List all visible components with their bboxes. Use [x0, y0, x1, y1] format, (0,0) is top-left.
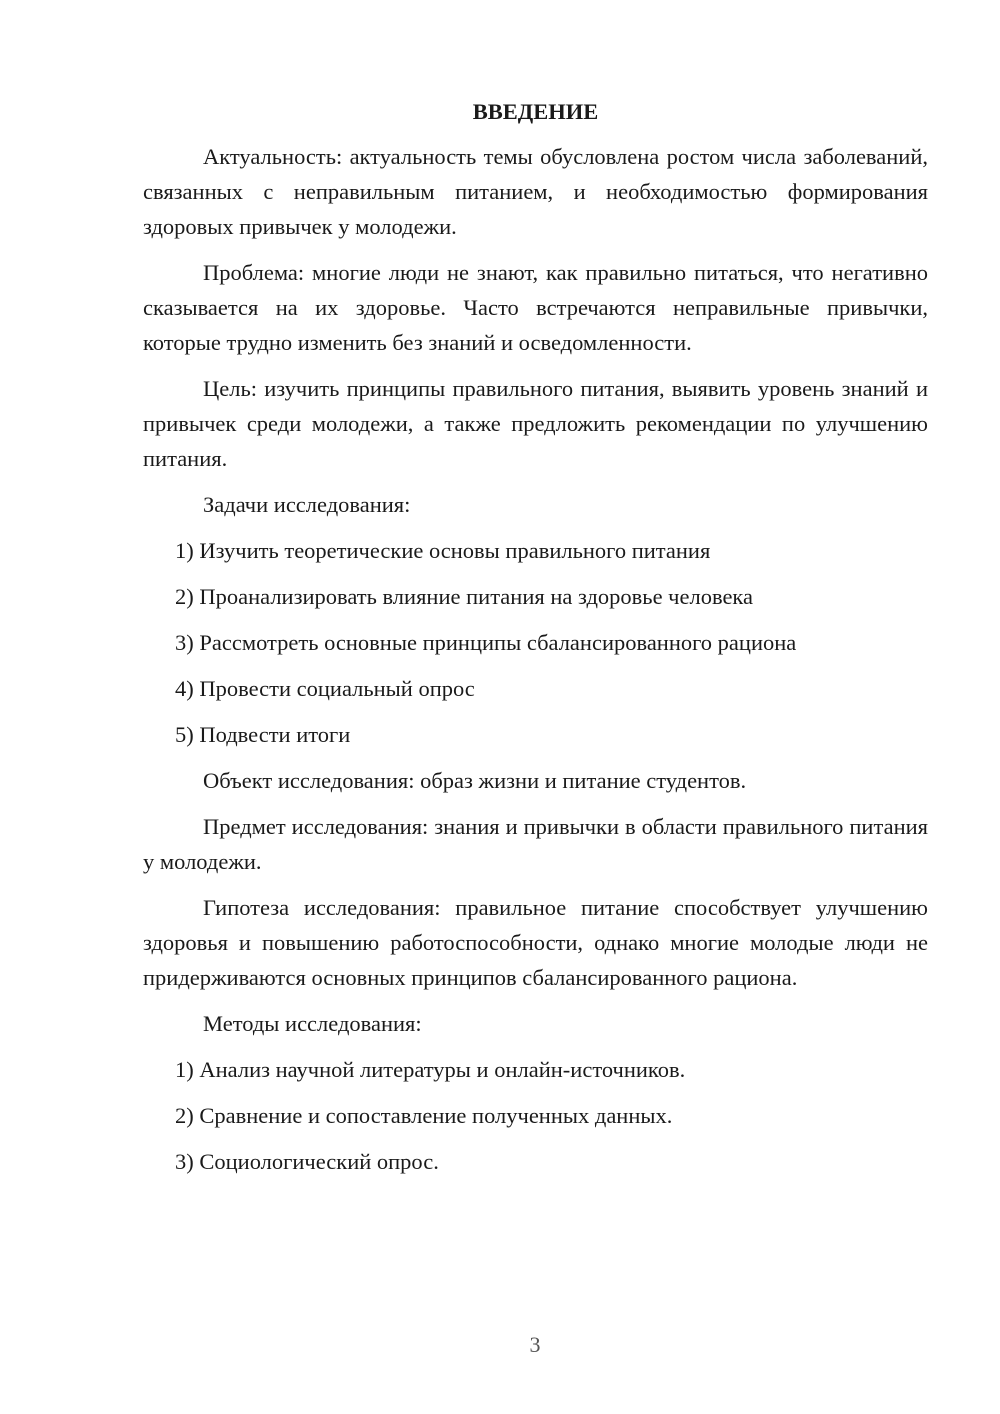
- method-item: 1) Анализ научной литературы и онлайн-источников.: [175, 1057, 686, 1082]
- section-title: ВВЕДЕНИЕ: [472, 99, 599, 124]
- task-item: 3) Рассмотреть основные принципы сбалансированного рациона: [175, 630, 797, 655]
- page-content: [143, 94, 928, 1190]
- object-paragraph: Объект исследования: образ жизни и питание студентов.: [203, 768, 747, 793]
- task-item: 5) Подвести итоги: [175, 722, 351, 747]
- relevance-paragraph: Актуальность: актуальность темы обусловлена ростом числа заболеваний, связанных с неправильным питанием, и необходимостью формирования здоровых привычек у молодежи.: [143, 144, 928, 239]
- problem-paragraph: Проблема: многие люди не знают, как правильно питаться, что негативно сказывается на их здоровье. Часто встречаются неправильные привычки, которые трудно изменить без знаний и осведомленности.: [143, 260, 928, 355]
- task-item: 4) Провести социальный опрос: [175, 676, 475, 701]
- goal-paragraph: Цель: изучить принципы правильного питания, выявить уровень знаний и привычек среди молодежи, а также предложить рекомендации по улучшению питания.: [143, 376, 928, 471]
- page-number: 3: [529, 1332, 541, 1357]
- task-item: 1) Изучить теоретические основы правильного питания: [175, 538, 711, 563]
- task-item: 2) Проанализировать влияние питания на здоровье человека: [175, 584, 754, 609]
- method-item: 2) Сравнение и сопоставление полученных данных.: [175, 1103, 673, 1128]
- subject-paragraph: Предмет исследования: знания и привычки в области правильного питания у молодежи.: [143, 814, 928, 874]
- methods-heading: Методы исследования:: [203, 1011, 422, 1036]
- method-item: 3) Социологический опрос.: [175, 1149, 439, 1174]
- tasks-heading: Задачи исследования:: [203, 492, 411, 517]
- hypothesis-paragraph: Гипотеза исследования: правильное питание способствует улучшению здоровья и повышению работоспособности, однако многие молодые люди не придерживаются основных принципов сбалансированного рациона.: [143, 895, 928, 990]
